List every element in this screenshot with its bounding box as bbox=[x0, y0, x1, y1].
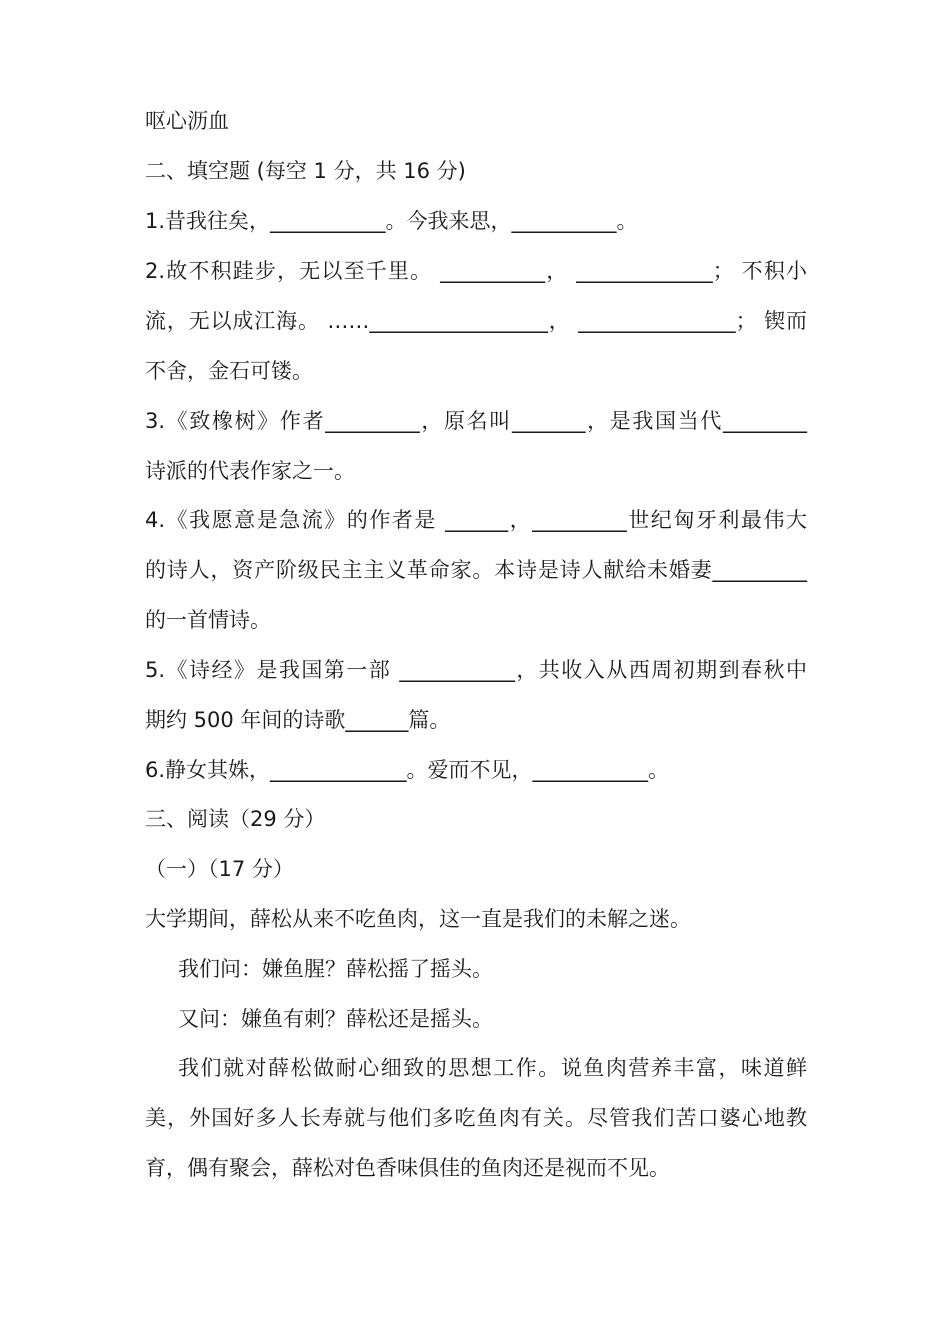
passage-line: 我们问：嫌鱼腥？薛松摇了摇头。 bbox=[178, 957, 493, 981]
text-line: 呕心沥血 bbox=[145, 109, 229, 133]
question-5-line-2: 期约 500 年间的诗歌______篇。 bbox=[145, 708, 451, 732]
subsection-heading: （一）（17 分） bbox=[145, 857, 294, 881]
question-1: 1.昔我往矣，___________。今我来思，__________。 bbox=[145, 209, 638, 233]
passage-line: 又问：嫌鱼有刺？薛松还是摇头。 bbox=[178, 1007, 493, 1031]
question-4-line-3: 的一首情诗。 bbox=[145, 608, 271, 632]
passage-line: 育，偶有聚会，薛松对色香味俱佳的鱼肉还是视而不见。 bbox=[145, 1156, 670, 1180]
question-2-line-2: 流，无以成江海。 ……_________________， _______________； 锲而 bbox=[145, 309, 807, 333]
section-heading-fill-in: 二、填空题 (每空 1 分，共 16 分) bbox=[145, 159, 466, 183]
question-2-line-1: 2.故不积跬步，无以至千里。 __________， _____________； 不积小 bbox=[145, 259, 807, 283]
passage-line: 大学期间，薛松从来不吃鱼肉，这一直是我们的未解之迷。 bbox=[145, 907, 691, 931]
passage-line: 美，外国好多人长寿就与他们多吃鱼肉有关。尽管我们苦口婆心地教 bbox=[145, 1106, 807, 1130]
question-6: 6.静女其姝，_____________。爱而不见，___________。 bbox=[145, 758, 670, 782]
question-2-line-3: 不舍，金石可镂。 bbox=[145, 359, 313, 383]
question-3-line-2: 诗派的代表作家之一。 bbox=[145, 459, 355, 483]
passage-line: 我们就对薛松做耐心细致的思想工作。说鱼肉营养丰富，味道鲜 bbox=[178, 1056, 807, 1080]
question-4-line-2: 的诗人，资产阶级民主主义革命家。本诗是诗人献给未婚妻_________ bbox=[145, 558, 807, 582]
question-3-line-1: 3.《致橡树》作者_________，原名叫_______，是我国当代________ bbox=[145, 409, 807, 433]
section-heading-reading: 三、阅读（29 分） bbox=[145, 807, 326, 831]
question-4-line-1: 4.《我愿意是急流》的作者是 ______，_________世纪匈牙利最伟大 bbox=[145, 508, 807, 532]
question-5-line-1: 5.《诗经》是我国第一部 ___________，共收入从西周初期到春秋中 bbox=[145, 658, 807, 682]
